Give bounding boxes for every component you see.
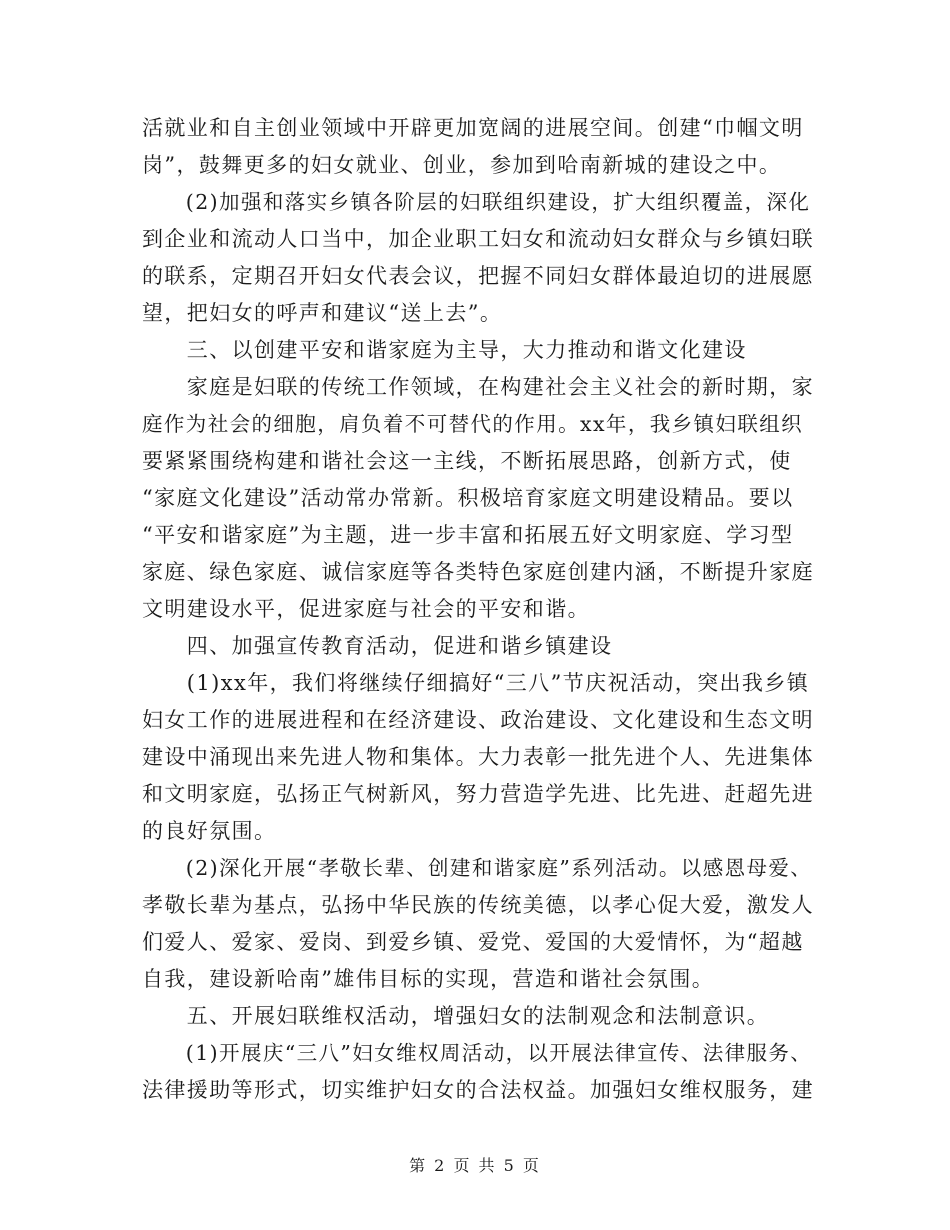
body-text-line: 的良好氛围。 — [142, 819, 277, 843]
body-text-line: 要紧紧围绕构建和谐社会这一主线，不断拓展思路，创新方式，使 — [142, 449, 792, 473]
body-text-line: 孝敬长辈为基点，弘扬中华民族的传统美德，以孝心促大爱，激发人 — [142, 893, 814, 917]
body-text-line: 文明建设水平，促进家庭与社会的平安和谐。 — [142, 597, 590, 621]
body-text-line: 家庭、绿色家庭、诚信家庭等各类特色家庭创建内涵，不断提升家庭 — [142, 560, 814, 584]
body-text-line: 岗”，鼓舞更多的妇女就业、创业，参加到哈南新城的建设之中。 — [142, 153, 782, 177]
body-text-line: 家庭是妇联的传统工作领域，在构建社会主义社会的新时期，家 — [142, 375, 814, 399]
section-heading: 三、以创建平安和谐家庭为主导，大力推动和谐文化建设 — [142, 338, 747, 362]
body-text-line: “家庭文化建设”活动常办常新。积极培育家庭文明建设精品。要以 — [142, 486, 794, 510]
body-text-line: (2)加强和落实乡镇各阶层的妇联组织建设，扩大组织覆盖，深化 — [142, 190, 811, 214]
section-heading: 四、加强宣传教育活动，促进和谐乡镇建设 — [142, 634, 613, 658]
page-footer: 第 2 页 共 5 页 — [409, 1156, 541, 1175]
body-text-line: 望，把妇女的呼声和建议“送上去”。 — [142, 301, 503, 325]
body-text-line: 的联系，定期召开妇女代表会议，把握不同妇女群体最迫切的进展愿 — [142, 264, 814, 288]
body-text-line: (1)开展庆“三八”妇女维权周活动，以开展法律宣传、法律服务、 — [142, 1041, 813, 1065]
body-text-line: 和文明家庭，弘扬正气树新风，努力营造学先进、比先进、赶超先进 — [142, 782, 814, 806]
body-text-line: 庭作为社会的细胞，肩负着不可替代的作用。xx年，我乡镇妇联组织 — [142, 412, 804, 436]
body-text-line: (2)深化开展“孝敬长辈、创建和谐家庭”系列活动。以感恩母爱、 — [142, 856, 813, 880]
body-text-line: 自我，建设新哈南”雄伟目标的实现，营造和谐社会氛围。 — [142, 967, 715, 991]
body-text-line: 们爱人、爱家、爱岗、到爱乡镇、爱党、爱国的大爱情怀，为“超越 — [142, 930, 804, 954]
body-text-line: (1)xx年，我们将继续仔细搞好“三八”节庆祝活动，突出我乡镇 — [142, 671, 810, 695]
body-text-line: 妇女工作的进展进程和在经济建设、政治建设、文化建设和生态文明 — [142, 708, 814, 732]
body-text-line: 建设中涌现出来先进人物和集体。大力表彰一批先进个人、先进集体 — [142, 745, 814, 769]
body-text-line: 法律援助等形式，切实维护妇女的合法权益。加强妇女维权服务，建 — [142, 1078, 814, 1102]
body-text-line: 活就业和自主创业领域中开辟更加宽阔的进展空间。创建“巾帼文明 — [142, 116, 804, 140]
body-text-line: 到企业和流动人口当中，加企业职工妇女和流动妇女群众与乡镇妇联 — [142, 227, 814, 251]
section-heading: 五、开展妇联维权活动，增强妇女的法制观念和法制意识。 — [142, 1004, 770, 1028]
body-text-line: “平安和谐家庭”为主题，进一步丰富和拓展五好文明家庭、学习型 — [142, 523, 794, 547]
